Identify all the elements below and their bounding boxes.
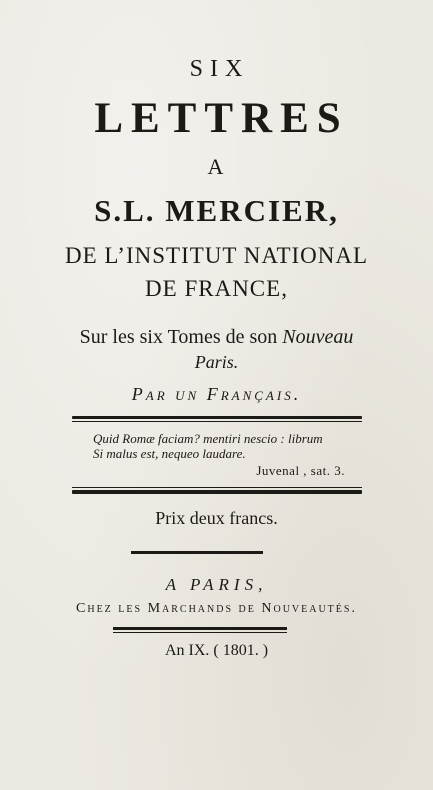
subtitle-line2: Paris. xyxy=(194,352,239,372)
subtitle-line1 xyxy=(0,326,433,349)
title-word-six: SIX xyxy=(189,56,250,82)
imprint-date: An IX. ( 1801. ) xyxy=(164,642,269,659)
addressee-name: S.L. MERCIER, xyxy=(94,193,339,228)
price-divider xyxy=(131,551,263,554)
price-line: Prix deux francs. xyxy=(155,508,278,528)
epigraph-top-rule-thin xyxy=(72,421,362,422)
subtitle-italic-word: Nouveau xyxy=(282,326,354,348)
author-line: Par un Français. xyxy=(131,384,302,404)
title-word-lettres: LETTRES xyxy=(94,95,349,142)
title-word-a: A xyxy=(207,154,226,179)
epigraph-line1: Quid Romæ faciam? mentiri nescio : librum xyxy=(93,431,323,446)
imprint-city: A PARIS, xyxy=(165,575,268,594)
epigraph-bottom-rule xyxy=(72,490,362,494)
imprint-rule-thin xyxy=(113,632,287,633)
subtitle-prefix: Sur les six Tomes de son xyxy=(79,326,283,348)
addressee-affiliation-line1: DE L’INSTITUT NATIONAL xyxy=(64,243,369,268)
imprint-sellers: Chez les Marchands de Nouveautés. xyxy=(76,601,357,616)
epigraph-attribution: Juvenal , sat. 3. xyxy=(256,463,345,478)
imprint-rule xyxy=(113,627,287,630)
addressee-affiliation-line2: DE FRANCE, xyxy=(145,276,288,301)
epigraph-bottom-rule-thin xyxy=(72,487,362,488)
epigraph-top-rule xyxy=(72,416,362,419)
epigraph-line2: Si malus est, nequeo laudare. xyxy=(93,446,246,461)
